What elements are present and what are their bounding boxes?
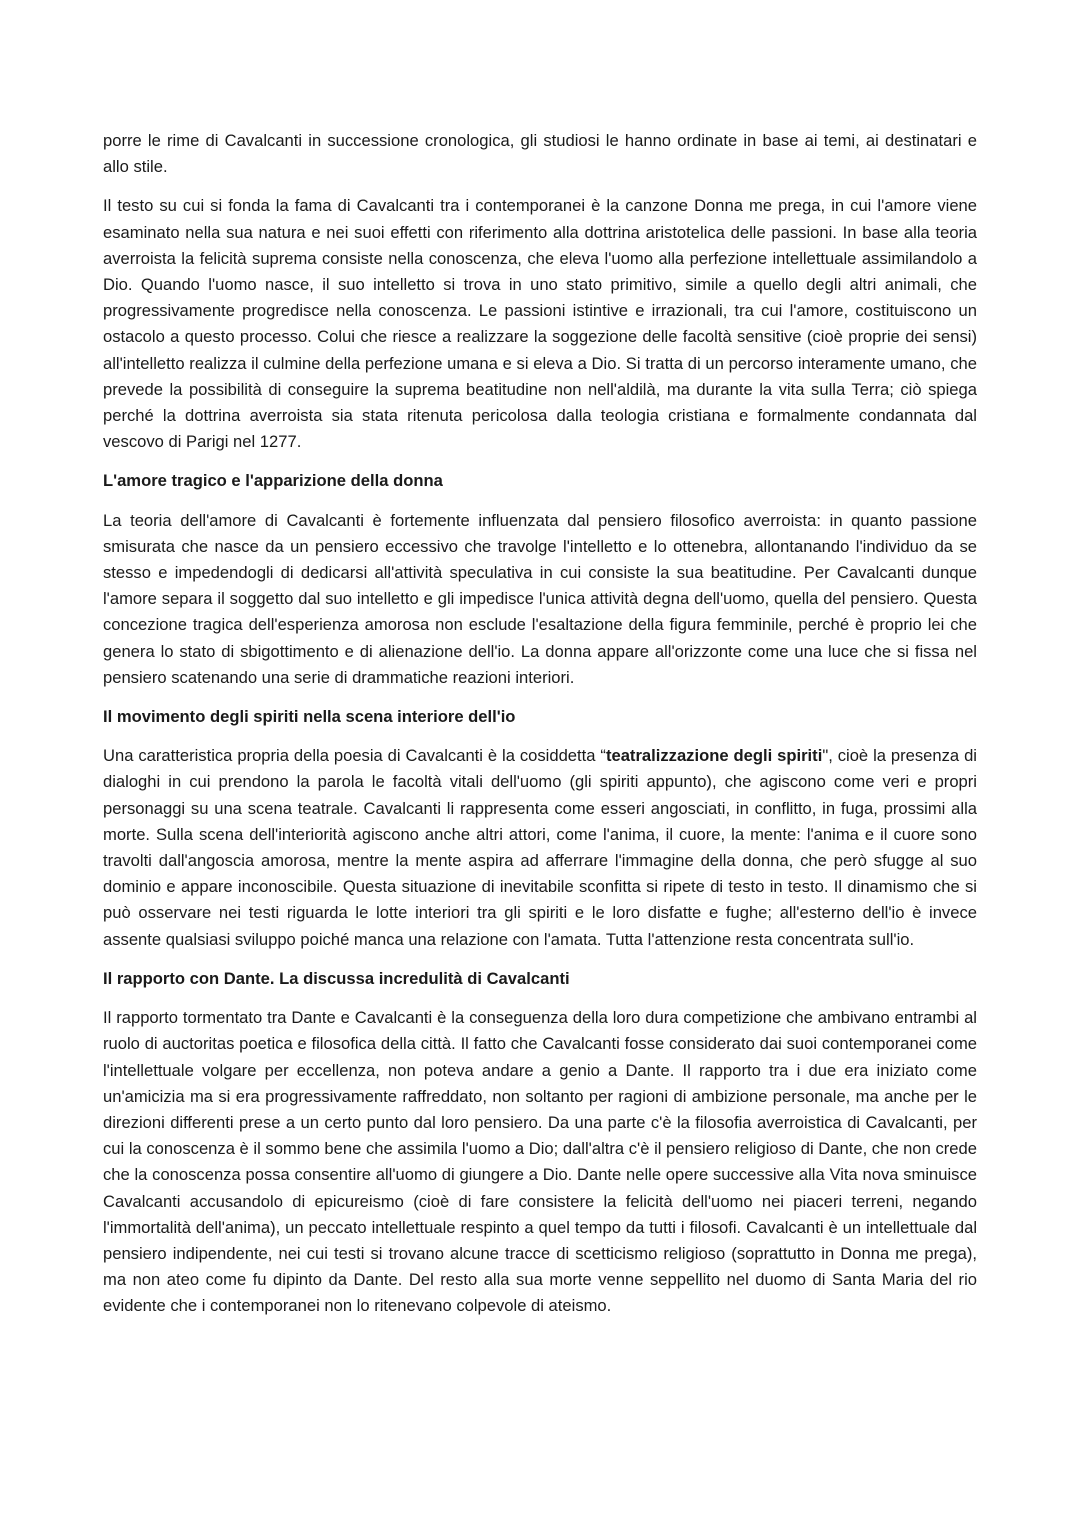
heading-amore-tragico: L'amore tragico e l'apparizione della donna [103, 471, 443, 491]
document-page [103, 128, 977, 1333]
heading-rapporto-dante: Il rapporto con Dante. La discussa incredulità di Cavalcanti [103, 968, 570, 988]
heading-movimento-spiriti: Il movimento degli spiriti nella scena interiore dell'io [103, 707, 516, 727]
paragraph-movimento-spiriti [103, 743, 977, 953]
paragraph-donna-me-prega: Il testo su cui si fonda la fama di Cavalcanti tra i contemporanei è la canzone Donna me prega, in cui l'amore viene esaminato nella sua natura e nei suoi effetti con riferimento alla dottrina aristotelica delle passioni. In base alla teoria averroista la felicità suprema consiste nella conoscenza, che eleva l'uomo alla perfezione intellettuale assimilandolo a Dio. Quando l'uomo nasce, il suo intelletto si trova in uno stato primitivo, simile a quello degli altri animali, che progressivamente progredisce nella conoscenza. Le passioni istintive e irrazionali, tra cui l'amore, costituiscono un ostacolo a questo processo. Colui che riesce a realizzare la soggezione delle facoltà sensitive (cioè proprie dei sensi) all'intelletto realizza il culmine della perfezione umana e si eleva a Dio. Si tratta di un percorso interamente umano, che prevede la possibilità di conseguire la suprema beatitudine non nell'aldilà, ma durante la vita sulla Terra; ciò spiega perché la dottrina averroista sia stata ritenuta pericolosa dalla teologia cristiana e formalmente condannata dal vescovo di Parigi nel 1277. [103, 196, 977, 452]
paragraph-text-start: Una caratteristica propria della poesia di Cavalcanti è la cosiddetta “ [103, 746, 606, 766]
paragraph-amore-tragico: La teoria dell'amore di Cavalcanti è fortemente influenzata dal pensiero filosofico averroista: in quanto passione smisurata che nasce da un pensiero eccessivo che travolge l'intelletto e lo ottenebra, allontanando l'individuo da se stesso e impedendogli di dedicarsi all'attività speculativa in cui consiste la sua beatitudine. Per Cavalcanti dunque l'amore separa il soggetto dal suo intelletto e gli impedisce l'unica attività degna dell'uomo, quella del pensiero. Questa concezione tragica dell'esperienza amorosa non esclude l'esaltazione della figura femminile, perché è proprio lei che genera lo stato di sbigottimento e di alienazione dell'io. La donna appare all'orizzonte come una luce che si fissa nel pensiero scatenando una serie di drammatiche reazioni interiori. [103, 510, 977, 687]
paragraph-text-end: ", cioè la presenza di dialoghi in cui prendono la parola le facoltà vitali dell'uomo (gli spiriti appunto), che agiscono come veri e propri personaggi su una scena teatrale. Cavalcanti li rappresenta come esseri angosciati, in conflitto, in fuga, prossimi alla morte. Sulla scena dell'interiorità agiscono anche altri attori, come l'anima, il cuore, la mente: l'anima e il cuore sono travolti dall'angoscia amorosa, mentre la mente aspira ad afferrare l'immagine della donna, che però sfugge al suo dominio e appare inconoscibile. Questa situazione di inevitabile sconfitta si ripete di testo in testo. Il dinamismo che si può osservare nei testi riguarda le lotte interiori tra gli spiriti e le loro disfatte e fughe; all'esterno dell'io è invece assente qualsiasi sviluppo poiché manca una relazione con l'amata. Tutta l'attenzione resta concentrata sull'io. [103, 746, 977, 949]
paragraph-rapporto-dante: Il rapporto tormentato tra Dante e Cavalcanti è la conseguenza della loro dura competizione che ambivano entrambi al ruolo di auctoritas poetica e filosofica della città. Il fatto che Cavalcanti fosse considerato dai suoi contemporanei come l'intellettuale volgare per eccellenza, non poteva andare a genio a Dante. Il rapporto tra i due era iniziato come un'amicizia ma si era progressivamente raffreddato, non soltanto per ragioni di ambizione personale, ma anche per le direzioni differenti prese a un certo punto dal loro pensiero. Da una parte c'è la filosofia averroistica di Cavalcanti, per cui la conoscenza è il sommo bene che assimila l'uomo a Dio; dall'altra c'è il pensiero religioso di Dante, che non crede che la conoscenza possa consentire all'uomo di giungere a Dio. Dante nelle opere successive alla Vita nova sminuisce Cavalcanti accusandolo di epicureismo (cioè di fare consistere la felicità dell'uomo nei piaceri terreni, negando l'immortalità dell'anima), un peccato intellettuale respinto a quel tempo da tutti i filosofi. Cavalcanti è un intellettuale dal pensiero indipendente, nei cui testi si trovano alcune tracce di scetticismo religioso (soprattutto in Donna me prega), ma non ateo come fu dipinto da Dante. Del resto alla sua morte venne seppellito nel duomo di Santa Maria del rio evidente che i contemporanei non lo ritenevano colpevole di ateismo. [103, 1008, 977, 1316]
paragraph-intro: porre le rime di Cavalcanti in successione cronologica, gli studiosi le hanno ordinate in base ai temi, ai destinatari e allo stile. [103, 131, 977, 177]
bold-term: teatralizzazione degli spiriti [605, 746, 823, 766]
